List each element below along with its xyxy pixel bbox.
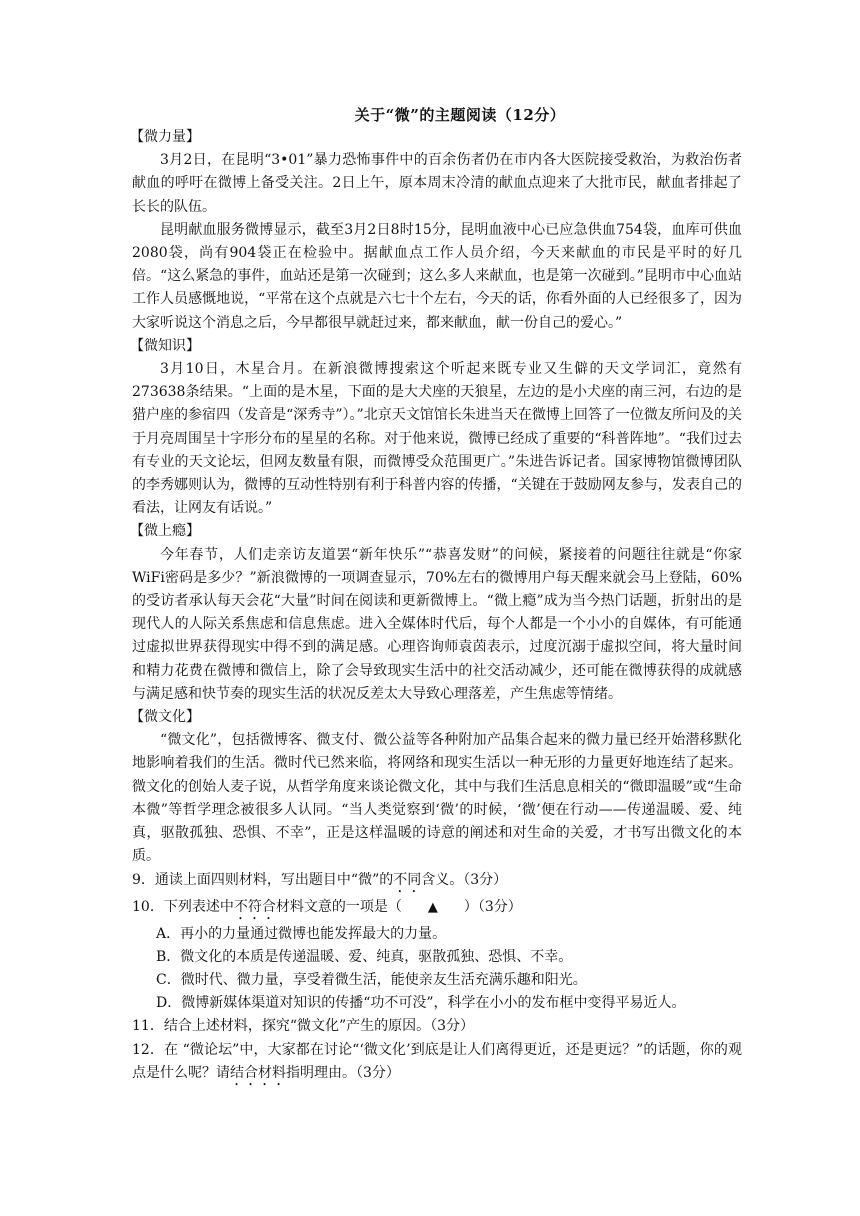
question-text: 10．下列表述中 — [132, 898, 234, 915]
answer-blank-marker: ▲ — [427, 899, 438, 915]
question-text: 含义。（3分） — [421, 871, 508, 888]
section-heading: 【微力量】 — [130, 129, 200, 145]
question-11: 11．结合上述材料，探究“微文化”产生的原因。（3分） — [132, 1018, 475, 1035]
emphasis-text: 不符合 — [233, 898, 276, 915]
option-c: C．微时代、微力量，享受着微生活，能使亲友生活充满乐趣和阳光。 — [156, 971, 587, 988]
emphasis-text: 结合材料 — [230, 1064, 286, 1081]
option-d: D．微博新媒体渠道对知识的传播“功不可没”，科学在小小的发布框中变得平易近人。 — [156, 995, 686, 1012]
option-b: B．微文化的本质是传递温暖、爱、纯真，驱散孤独、恐惧、不幸。 — [156, 948, 573, 965]
question-9 — [132, 869, 742, 896]
paragraph: 3月10日，木星合月。在新浪微博搜索这个听起来既专业又生僻的天文学词汇，竟然有273638条结果。“上面的是木星，下面的是大犬座的天狼星，左边的是小犬座的南三河，右边的是猎户座的参宿四（发音是“深秀寺”）。”北京天文馆馆长朱进当天在微博上回答了一位微友所问及的关于月亮周围呈十字形分布的星星的名称。对于他来说，微博已经成了重要的“科普阵地”。“我们过去有专业的天文论坛，但网友数量有限，而微博受众范围更广。”朱进告诉记者。国家博物馆微博团队的李秀娜则认为，微博的互动性特别有利于科普内容的传播，“关键在于鼓励网友参与，发表自己的看法，让网友有话说。” — [132, 361, 742, 517]
question-text: 指明理由。（3分） — [286, 1064, 400, 1081]
emphasis-text: 不同 — [393, 871, 422, 888]
question-text: 9．通读上面四则材料，写出题目中“微”的 — [132, 871, 394, 888]
option-a: A．再小的力量通过微博也能发挥最大的力量。 — [156, 925, 447, 942]
question-text: 12．在 “微论坛”中，大家都在讨论“‘微文化’到底是让人们离得更近，还是更远？”的话题，你的观点是什么呢？请 — [132, 1041, 742, 1081]
paragraph: “微文化”，包括微博客、微支付、微公益等各种附加产品集合起来的微力量已经开始潜移默化地影响着我们的生活。微时代已然来临，将网络和现实生活以一种无形的力量更好地连结了起来。微文化的创始人麦子说，从哲学角度来谈论微文化，其中与我们生活息息相关的“微即温暖”或“生命本微”等哲学理念被很多人认同。“当人类觉察到‘微’的时候，‘微’便在行动——传递温暖、爱、纯真，驱散孤独、恐惧、不幸”，正是这样温暖的诗意的阐述和对生命的关爱，才书写出微文化的本质。 — [132, 732, 742, 865]
section-heading: 【微知识】 — [130, 337, 200, 354]
question-text: 材料文意的一项是（ — [275, 898, 402, 915]
question-10 — [132, 896, 742, 923]
question-text: ）（3分） — [463, 898, 522, 915]
section-heading: 【微文化】 — [130, 709, 200, 726]
question-12 — [132, 1039, 742, 1089]
article-body — [132, 126, 742, 1089]
paragraph: 3月2日，在昆明“3•01”暴力恐怖事件中的百余伤者仍在市内各大医院接受救治，为救治伤者献血的呼吁在微博上备受关注。2日上午，原本周末冷清的献血点迎来了大批市民，献血者排起了长长的队伍。 — [132, 152, 742, 215]
article-title: 关于“微”的主题阅读（12分） — [354, 106, 566, 124]
paragraph: 昆明献血服务微博显示，截至3月2日8时15分，昆明血液中心已应急供血754袋，血库可供血2080袋，尚有904袋正在检验中。据献血点工作人员介绍，今天来献血的市民是平时的好几倍。“这么紧急的事件，血站还是第一次碰到；这么多人来献血，也是第一次碰到。”昆明市中心血站工作人员感慨地说，“平常在这个点就是六七十个左右，今天的话，你看外面的人已经很多了，因为大家听说这个消息之后，今早都很早就赶过来，都来献血，献一份自己的爱心。” — [132, 221, 742, 331]
paragraph: 今年春节，人们走亲访友道罢“新年快乐”“恭喜发财”的问候，紧接着的问题往往就是“你家WiFi密码是多少？”新浪微博的一项调查显示，70%左右的微博用户每天醒来就会马上登陆，60%的受访者承认每天会花“大量”时间在阅读和更新微博上。“微上瘾”成为当今热门话题，折射出的是现代人的人际关系焦虑和信息焦虑。进入全媒体时代后，每个人都是一个小小的自媒体，有可能通过虚拟世界获得现实中得不到的满足感。心理咨询师袁茵表示，过度沉溺于虚拟空间，将大量时间和精力花费在微博和微信上，除了会导致现实生活中的社交活动减少，还可能在微博获得的成就感与满足感和快节奏的现实生活的状况反差太大导致心理落差，产生焦虑等情绪。 — [132, 546, 742, 702]
section-heading: 【微上瘾】 — [130, 523, 200, 540]
